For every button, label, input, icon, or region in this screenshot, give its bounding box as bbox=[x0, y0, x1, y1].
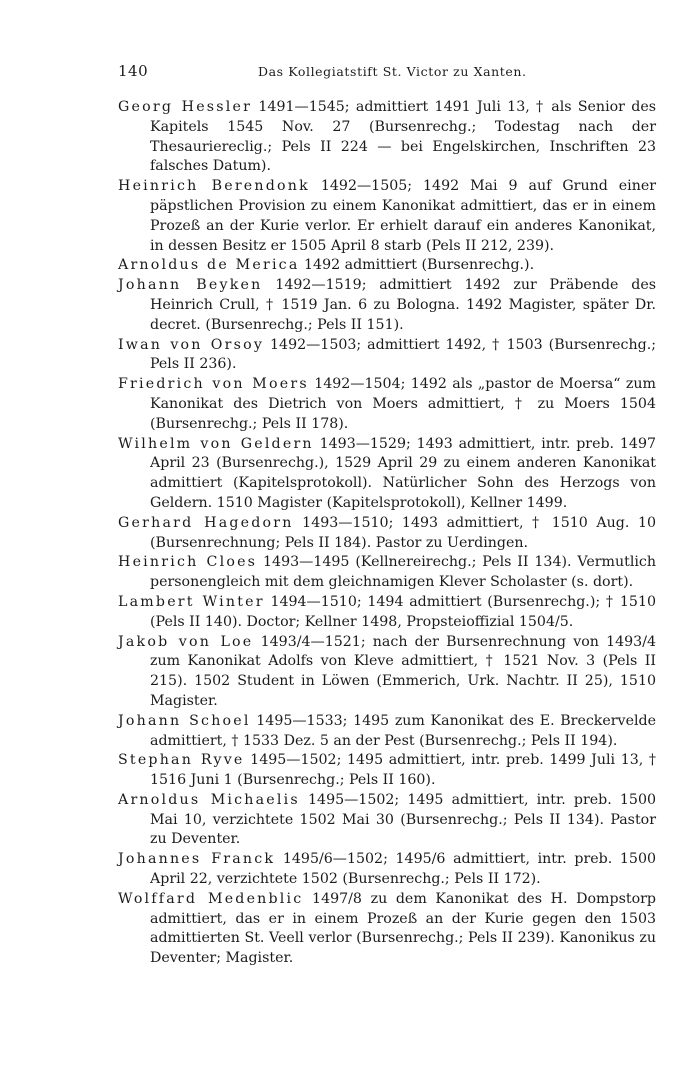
entry-text: 1492—1503; admittiert 1492, † 1503 (Bursenrechg.; Pels II 236). bbox=[150, 336, 656, 373]
entry-name: Gerhard Hagedorn bbox=[118, 514, 294, 531]
entry-text: 1497/8 zu dem Kanonikat des H. Dompstorp admittiert, das er in einem Prozeß an der Kurie gegen den 1503 admittierten St. Veell verlor (Bursenrechg.; Pels II 239). Kanonikus zu Deventer; Magister. bbox=[150, 890, 656, 967]
entry-heinrich-berendonk bbox=[118, 177, 656, 256]
entry-text: 1493—1510; 1493 admittiert, † 1510 Aug. 10 (Bursenrechnung; Pels II 184). Pastor zu Uerdingen. bbox=[150, 514, 656, 551]
entry-text: 1492 admittiert (Bursenrechg.). bbox=[304, 257, 535, 274]
entry-wolffard-medenblic bbox=[118, 890, 656, 969]
page-header bbox=[118, 62, 658, 84]
entry-name: Heinrich Berendonk bbox=[118, 178, 310, 195]
entry-text: 1492—1505; 1492 Mai 9 auf Grund einer päpstlichen Provision zu einem Kanonikat admittiert, das er in einem Prozeß an der Kurie verlor. Er erhielt darauf ein anderes Kanonikat, in dessen Besitz er 1505 April 8 starb (Pels II 212, 239). bbox=[150, 178, 657, 254]
entry-name: Georg Hessler bbox=[118, 99, 253, 115]
entry-iwan-von-orsoy bbox=[118, 336, 656, 376]
entry-text: 1493—1529; 1493 admittiert, intr. preb. 1497 April 23 (Bursenrechg.), 1529 April 29 zu einem anderen Kanonikat admittiert (Kapitelsprotokoll). Natürlicher Sohn des Herzogs von Geldern. 1510 Magister (Kapitelsprotokoll), Kellner 1499. bbox=[150, 435, 656, 511]
entry-name: Johannes Franck bbox=[118, 851, 276, 868]
entry-text: 1492—1504; 1492 als „pastor de Moersa“ zum Kanonikat des Dietrich von Moers admittiert, † zu Moers 1504 (Bursenrechg.; Pels II 178). bbox=[150, 376, 656, 432]
entry-jakob-von-loe bbox=[118, 633, 656, 712]
entry-stephan-ryve bbox=[118, 751, 656, 791]
entry-text: 1495—1533; 1495 zum Kanonikat des E. Breckervelde admittiert, † 1533 Dez. 5 an der Pest (Bursenrechg.; Pels II 194). bbox=[150, 712, 656, 749]
entry-name: Heinrich Cloes bbox=[118, 554, 258, 571]
entry-name: Jakob von Loe bbox=[118, 633, 254, 650]
entry-johann-beyken bbox=[118, 276, 656, 335]
entry-text: 1493/4—1521; nach der Bursenrechnung von 1493/4 zum Kanonikat Adolfs von Kleve admittiert, † 1521 Nov. 3 (Pels II 215). 1502 Student in Löwen (Emmerich, Urk. Nachtr. II 25), 1510 Magister. bbox=[150, 633, 657, 709]
entry-text: 1491—1545; admittiert 1491 Juli 13, † als Senior des Kapitels 1545 Nov. 27 (Bursenrechg.; Todestag nach der Thesauriereclig.; Pels II 224 — bei Engelskirchen, Inschriften 23 falsches Datum). bbox=[150, 99, 656, 175]
entry-lambert-winter bbox=[118, 593, 656, 633]
entry-name: Johann Schoel bbox=[118, 712, 251, 729]
entry-name: Johann Beyken bbox=[118, 277, 263, 294]
entry-gerhard-hagedorn bbox=[118, 514, 656, 554]
entry-name: Lambert Winter bbox=[118, 593, 265, 610]
entry-arnoldus-michaelis bbox=[118, 791, 656, 850]
entry-name: Wilhelm von Geldern bbox=[118, 435, 314, 452]
entry-heinrich-cloes bbox=[118, 553, 656, 593]
entry-name: Iwan von Orsoy bbox=[118, 336, 265, 353]
entry-friedrich-von-moers bbox=[118, 375, 656, 434]
running-title: Das Kollegiatstift St. Victor zu Xanten. bbox=[258, 64, 527, 79]
entry-text: 1492—1519; admittiert 1492 zur Präbende des Heinrich Crull, † 1519 Jan. 6 zu Bologna. 1492 Magister, später Dr. decret. (Bursenrechg.; Pels II 151). bbox=[150, 277, 656, 333]
entry-name: Arnoldus de Merica bbox=[118, 257, 300, 274]
entry-text: 1495—1502; 1495 admittiert, intr. preb. 1499 Juli 13, † 1516 Juni 1 (Bursenrechg.; Pels II 160). bbox=[150, 752, 656, 789]
entry-name: Stephan Ryve bbox=[118, 752, 245, 769]
entry-text: 1493—1495 (Kellnereirechg.; Pels II 134). Vermutlich personengleich mit dem gleichnamigen Klever Scholaster (s. dort). bbox=[150, 554, 656, 591]
entry-name: Friedrich von Moers bbox=[118, 376, 309, 393]
entry-arnoldus-de-merica bbox=[118, 256, 656, 276]
entry-text: 1495—1502; 1495 admittiert, intr. preb. 1500 Mai 10, verzichtete 1502 Mai 30 (Bursenrechg.; Pels II 134). Pastor zu Deventer. bbox=[150, 791, 656, 848]
entry-name: Arnoldus Michaelis bbox=[118, 791, 300, 808]
entry-georg-hessler bbox=[118, 98, 656, 177]
entry-johannes-franck bbox=[118, 850, 656, 890]
entry-name: Wolffard Medenblic bbox=[118, 890, 304, 907]
entry-list bbox=[118, 98, 656, 969]
entry-text: 1494—1510; 1494 admittiert (Bursenrechg.); † 1510 (Pels II 140). Doctor; Kellner 1498, Propsteioffizial 1504/5. bbox=[150, 593, 657, 630]
entry-text: 1495/6—1502; 1495/6 admittiert, intr. preb. 1500 April 22, verzichtete 1502 (Bursenrechg.; Pels II 172). bbox=[150, 851, 656, 888]
entry-wilhelm-von-geldern bbox=[118, 435, 656, 514]
entry-johann-schoel bbox=[118, 712, 656, 752]
page-number: 140 bbox=[118, 62, 149, 80]
